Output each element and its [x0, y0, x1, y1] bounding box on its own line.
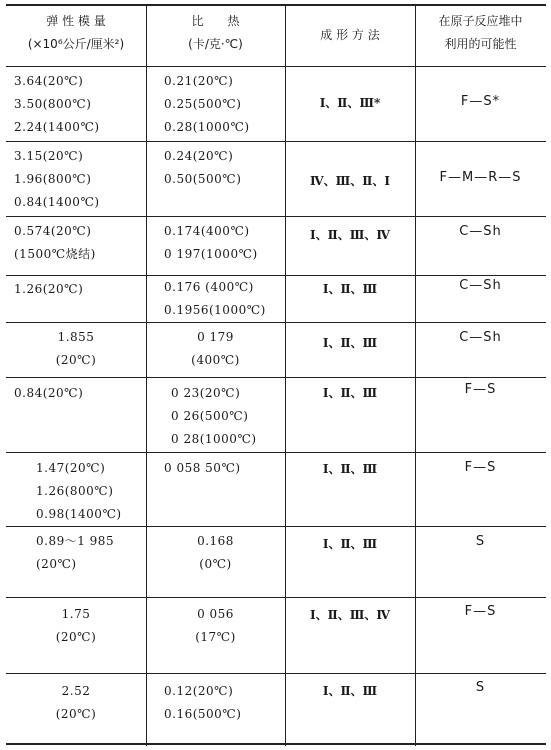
cell-line: (20℃)	[55, 353, 97, 367]
header-elastic-modulus	[6, 10, 146, 56]
specific-heat-cell	[171, 382, 284, 451]
cell-line: 0.84(20℃)	[14, 386, 84, 400]
cell-line: (20℃)	[55, 630, 97, 644]
forming-method-cell: Ⅰ、Ⅱ、Ⅲ	[322, 462, 378, 476]
cell-line: 1.47(20℃)	[36, 461, 106, 475]
forming-method-cell: Ⅰ、Ⅱ、Ⅲ	[322, 684, 378, 698]
reactor-use-cell: F—S	[464, 604, 497, 619]
cell-line: 3.64(20℃)	[14, 74, 84, 88]
cell-line: (1500℃烧结)	[14, 247, 96, 261]
header-forming-method	[285, 24, 415, 47]
elastic-modulus-cell	[14, 220, 144, 266]
elastic-modulus-cell	[6, 603, 146, 649]
forming-method-cell: Ⅳ、Ⅲ、Ⅱ、Ⅰ	[310, 174, 390, 188]
cell-line: 1.75	[61, 607, 91, 621]
elastic-modulus-cell	[14, 278, 144, 301]
specific-heat-cell	[164, 457, 284, 480]
cell-line: 0.28(1000℃)	[164, 120, 250, 134]
row-divider	[6, 597, 546, 598]
cell-line: (20℃)	[55, 707, 97, 721]
table-bottom-border	[6, 743, 546, 745]
specific-heat-cell	[146, 603, 285, 649]
property-table	[6, 4, 546, 746]
elastic-modulus-cell	[6, 680, 146, 726]
forming-method-cell: Ⅰ、Ⅱ、Ⅲ	[322, 282, 378, 296]
cell-line: 0.21(20℃)	[164, 74, 234, 88]
cell-line: (0℃)	[199, 557, 232, 571]
cell-line: 0.12(20℃)	[164, 684, 234, 698]
header-line: 比 热	[191, 14, 240, 28]
cell-line: 1.26(20℃)	[14, 282, 84, 296]
cell-line: 0.168	[197, 534, 234, 548]
specific-heat-cell	[164, 70, 284, 139]
cell-line: 0 179	[197, 330, 234, 344]
header-line: 成 形 方 法	[320, 28, 380, 42]
row-divider	[6, 377, 546, 378]
cell-line: 0.174(400℃)	[164, 224, 250, 238]
cell-line: (20℃)	[36, 557, 77, 571]
specific-heat-cell	[146, 530, 285, 576]
header-line: (×10⁶公斤/厘米²)	[27, 37, 125, 51]
cell-line: 0 058 50℃)	[164, 461, 241, 475]
specific-heat-cell	[146, 326, 285, 372]
elastic-modulus-cell	[14, 382, 144, 405]
cell-line: 0.176 (400℃)	[164, 280, 254, 294]
elastic-modulus-cell	[14, 70, 144, 139]
cell-line: 3.15(20℃)	[14, 149, 84, 163]
specific-heat-cell	[164, 680, 284, 726]
cell-line: 0.89～1 985	[36, 534, 115, 548]
cell-line: (17℃)	[195, 630, 236, 644]
forming-method-cell: Ⅰ、Ⅱ、Ⅲ	[322, 336, 378, 350]
reactor-use-cell: C—Sh	[459, 278, 502, 293]
cell-line: (400℃)	[191, 353, 240, 367]
cell-line: 0.25(500℃)	[164, 97, 242, 111]
cell-line: 2.52	[61, 684, 91, 698]
cell-line: 3.50(800℃)	[14, 97, 92, 111]
cell-line: 1.26(800℃)	[36, 484, 114, 498]
header-reactor-use	[415, 10, 546, 56]
forming-method-cell: Ⅰ、Ⅱ、Ⅲ	[322, 386, 378, 400]
reactor-use-cell: C—Sh	[459, 224, 502, 239]
elastic-modulus-cell	[36, 457, 144, 526]
row-divider	[6, 452, 546, 453]
specific-heat-cell	[164, 145, 284, 191]
specific-heat-cell	[164, 220, 284, 266]
cell-line: 0.1956(1000℃)	[164, 303, 266, 317]
cell-line: 0.98(1400℃)	[36, 507, 122, 521]
row-divider	[6, 322, 546, 323]
header-line: 在原子反应堆中	[438, 14, 523, 28]
reactor-use-cell: C—Sh	[459, 330, 502, 345]
cell-line: 0 28(1000℃)	[171, 432, 257, 446]
reactor-use-cell: S	[475, 534, 486, 549]
elastic-modulus-cell	[6, 326, 146, 372]
elastic-modulus-cell	[14, 145, 144, 214]
cell-line: 0.84(1400℃)	[14, 195, 100, 209]
cell-line: 0.574(20℃)	[14, 224, 92, 238]
cell-line: 0.24(20℃)	[164, 149, 234, 163]
reactor-use-cell: F—M—R—S	[439, 170, 522, 185]
header-line: (卡/克·℃)	[188, 37, 243, 51]
column-divider	[285, 4, 286, 746]
elastic-modulus-cell	[36, 530, 144, 576]
cell-line: 0 26(500℃)	[171, 409, 249, 423]
cell-line: 1.96(800℃)	[14, 172, 92, 186]
header-line: 利用的可能性	[444, 37, 517, 51]
column-divider	[415, 4, 416, 746]
cell-line: 1.855	[57, 330, 95, 344]
cell-line: 0 23(20℃)	[171, 386, 241, 400]
cell-line: 0 197(1000℃)	[164, 247, 258, 261]
specific-heat-cell	[164, 276, 284, 322]
row-divider	[6, 526, 546, 527]
forming-method-cell: Ⅰ、Ⅱ、Ⅲ*	[319, 96, 381, 110]
header-divider	[6, 66, 546, 67]
row-divider	[6, 141, 546, 142]
row-divider	[6, 673, 546, 674]
cell-line: 0.50(500℃)	[164, 172, 242, 186]
reactor-use-cell: S	[475, 680, 486, 695]
reactor-use-cell: F—S	[464, 460, 497, 475]
forming-method-cell: Ⅰ、Ⅱ、Ⅲ	[322, 537, 378, 551]
forming-method-cell: Ⅰ、Ⅱ、Ⅲ、Ⅳ	[310, 228, 390, 242]
cell-line: 0.16(500℃)	[164, 707, 242, 721]
forming-method-cell: Ⅰ、Ⅱ、Ⅲ、Ⅳ	[310, 608, 390, 622]
table-top-border	[6, 4, 546, 6]
reactor-use-cell: F—S*	[460, 94, 501, 109]
cell-line: 0 056	[197, 607, 234, 621]
header-specific-heat	[146, 10, 285, 56]
cell-line: 2.24(1400℃)	[14, 120, 100, 134]
row-divider	[6, 216, 546, 217]
header-line: 弹 性 模 量	[46, 14, 106, 28]
reactor-use-cell: F—S	[464, 382, 497, 397]
